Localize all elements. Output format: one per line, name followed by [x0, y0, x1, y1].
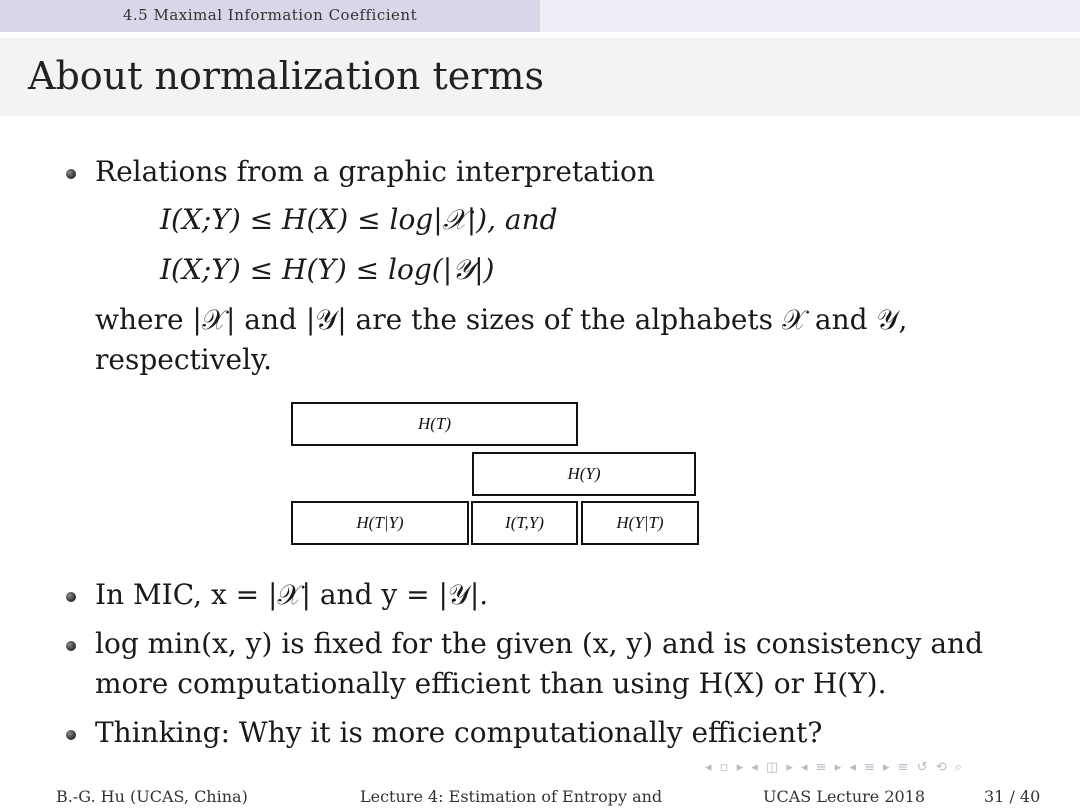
bullet-text-line-2: more computationally efficient than using H(X) or H(Y).: [95, 667, 887, 700]
footer-bar: [0, 784, 1080, 810]
bullet-marker: [66, 641, 76, 651]
bullet-marker: [66, 730, 76, 740]
footer-lecture: Lecture 4: Estimation of Entropy and: [360, 787, 663, 806]
box-h-t: H(T): [291, 402, 578, 446]
header-filler: [540, 0, 1080, 32]
footer-author: B.-G. Hu (UCAS, China): [56, 787, 248, 806]
bullet-text: Relations from a graphic interpretation: [95, 155, 655, 188]
bullet-text-line-1: log min(x, y) is fixed for the given (x, y) and is consistency and: [95, 627, 983, 660]
slide-title: About normalization terms: [28, 54, 544, 98]
section-label[interactable]: 4.5 Maximal Information Coefficient: [0, 0, 540, 32]
equation-2: I(X;Y) ≤ H(Y) ≤ log(|𝒴|): [160, 253, 495, 286]
bullet-text: In MIC, x = |𝒳| and y = |𝒴|.: [95, 578, 489, 611]
box-h-y-given-t: H(Y|T): [581, 501, 699, 545]
where-line-2: respectively.: [95, 343, 273, 376]
box-h-y: H(Y): [472, 452, 696, 496]
beamer-navigation-icons[interactable]: ◂ ▫ ▸ ◂ ◫ ▸ ◂ ≡ ▸ ◂ ≡ ▸ ≡ ↺ ⟲ ⌕: [705, 760, 965, 775]
bullet-marker: [66, 592, 76, 602]
header-bar: [0, 0, 1080, 32]
footer-venue: UCAS Lecture 2018: [763, 787, 926, 806]
footer-page-number: 31 / 40: [984, 787, 1041, 806]
where-line-1: where |𝒳| and |𝒴| are the sizes of the alphabets 𝒳 and 𝒴,: [95, 303, 908, 336]
box-h-t-given-y: H(T|Y): [291, 501, 469, 545]
bullet-marker: [66, 169, 76, 179]
bullet-text: Thinking: Why it is more computationally efficient?: [95, 716, 823, 749]
equation-1: I(X;Y) ≤ H(X) ≤ log|𝒳|), and: [160, 203, 558, 236]
box-i-t-y: I(T,Y): [471, 501, 578, 545]
